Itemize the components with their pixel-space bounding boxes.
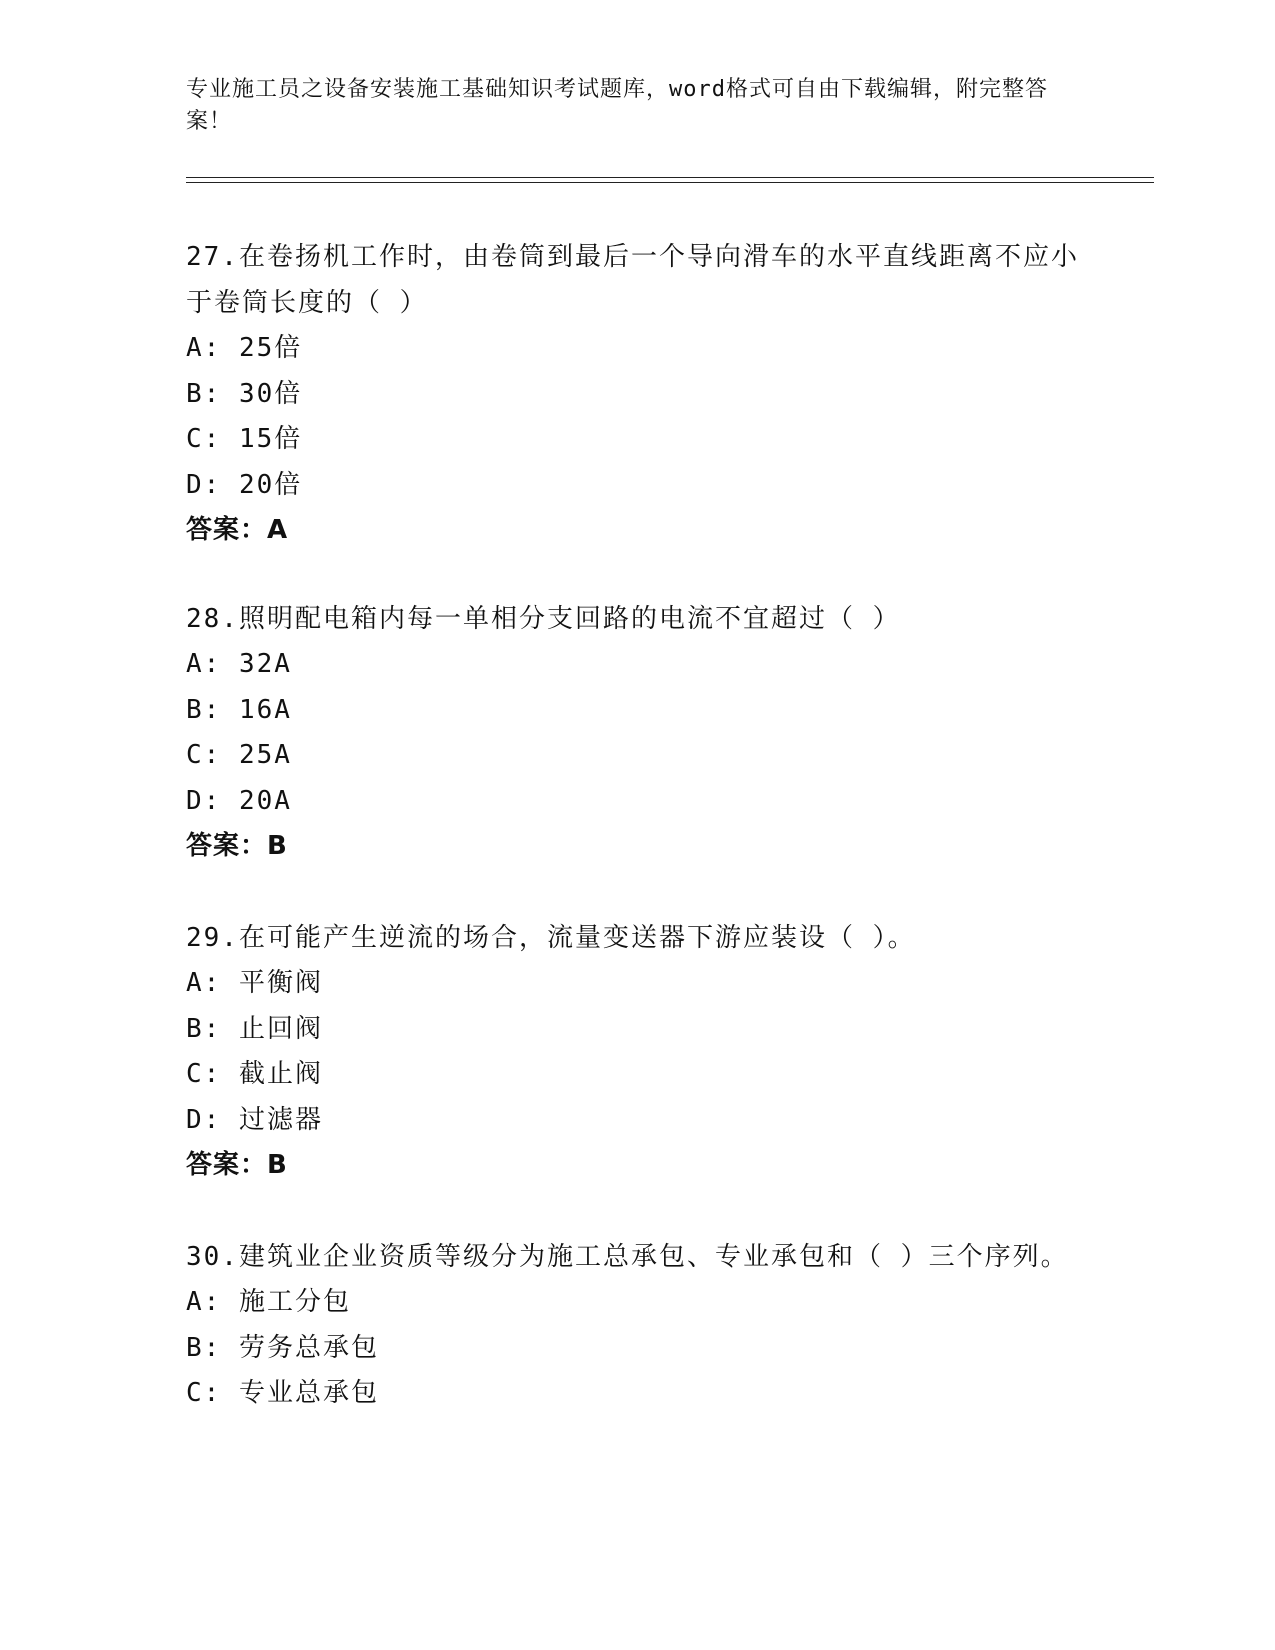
option-b: B: 劳务总承包 — [186, 1332, 379, 1363]
question-28 — [186, 596, 1086, 870]
question-27 — [186, 234, 1086, 554]
option-c: C: 截止阀 — [186, 1059, 323, 1089]
question-29 — [186, 915, 1086, 1189]
option-c: C: 25A — [186, 740, 292, 770]
option-d: D: 20A — [186, 785, 292, 816]
option-b: B: 16A — [186, 694, 292, 725]
option-c: C: 15倍 — [186, 424, 303, 454]
answer-line: 答案：B — [186, 1150, 288, 1180]
header-divider-top — [186, 177, 1154, 178]
answer-line: 答案：B — [186, 831, 288, 861]
option-d: D: 20倍 — [186, 469, 303, 500]
option-a: A: 32A — [186, 649, 292, 679]
question-stem: 30.建筑业企业资质等级分为施工总承包、专业承包和（ ）三个序列。 — [186, 1242, 1069, 1272]
option-c: C: 专业总承包 — [186, 1378, 379, 1408]
answer-line: 答案：A — [186, 515, 289, 545]
option-a: A: 平衡阀 — [186, 968, 323, 998]
question-stem: 29.在可能产生逆流的场合，流量变送器下游应装设（ ）。 — [186, 923, 916, 953]
option-a: A: 施工分包 — [186, 1287, 351, 1317]
header-divider-bottom — [186, 182, 1154, 183]
question-30 — [186, 1234, 1086, 1417]
option-b: B: 止回阀 — [186, 1013, 323, 1044]
option-b: B: 30倍 — [186, 378, 303, 409]
document-header: 专业施工员之设备安装施工基础知识考试题库，word格式可自由下载编辑，附完整答案！ — [186, 77, 1048, 134]
option-a: A: 25倍 — [186, 333, 303, 363]
question-stem: 27.在卷扬机工作时，由卷筒到最后一个导向滑车的水平直线距离不应小于卷筒长度的（ ） — [186, 242, 1079, 318]
question-stem: 28.照明配电箱内每一单相分支回路的电流不宜超过（ ） — [186, 604, 901, 634]
option-d: D: 过滤器 — [186, 1104, 323, 1135]
